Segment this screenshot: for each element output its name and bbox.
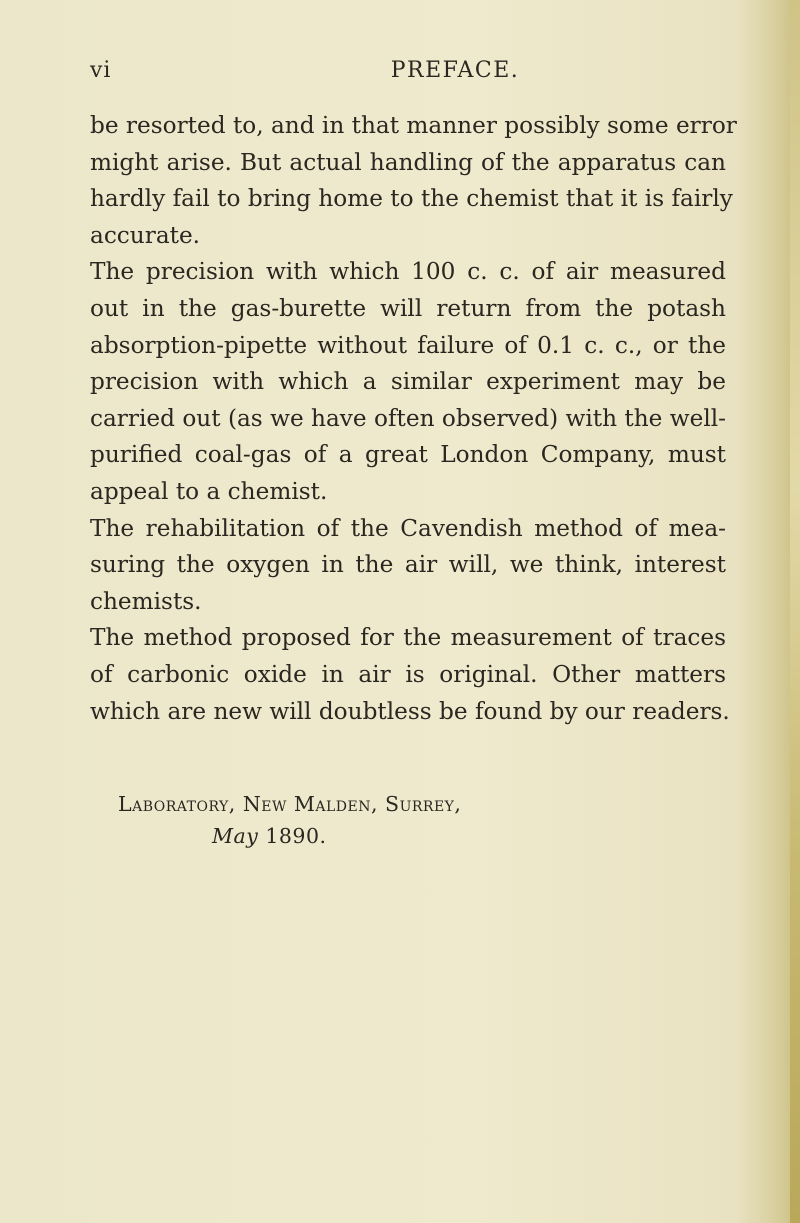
text-line: The precision with which 100 c. c. of air measured [90, 258, 726, 286]
signature-date [118, 820, 461, 852]
text-line: absorption-pipette without failure of 0.1 c. c., or the [90, 331, 726, 359]
text-line: hardly fail to bring home to the chemist that it is fairly [90, 185, 733, 213]
text-line: precision with which a similar experiment may be [90, 368, 726, 396]
text-line: might arise. But actual handling of the apparatus can [90, 148, 726, 176]
text-line: appeal to a chemist. [90, 477, 328, 505]
body-text [90, 108, 737, 730]
text-line: which are new will doubtless be found by our readers. [90, 697, 730, 725]
text-line: carried out (as we have often observed) with the well- [90, 404, 726, 432]
text-line: out in the gas-burette will return from the potash [90, 294, 726, 322]
page-header [90, 58, 720, 88]
signature-month: May [212, 824, 259, 848]
page-edge-shadow [790, 0, 800, 1223]
text-line: be resorted to, and in that manner possibly some error [90, 112, 737, 139]
text-line: accurate. [90, 221, 201, 249]
text-line: The method proposed for the measurement of traces [90, 624, 726, 652]
text-line: The rehabilitation of the Cavendish method of mea- [90, 514, 726, 542]
text-line: chemists. [90, 587, 202, 615]
text-line: suring the oxygen in the air will, we think, interest [90, 551, 726, 579]
text-line: of carbonic oxide in air is original. Other matters [90, 660, 726, 688]
page-number: vi [90, 58, 112, 83]
signature-year: 1890. [265, 824, 327, 848]
running-head: PREFACE. [390, 58, 520, 83]
signature-block [118, 788, 461, 852]
signature-place: Laboratory, New Malden, Surrey, [118, 792, 462, 816]
text-line: purified coal-gas of a great London Company, must [90, 441, 726, 469]
